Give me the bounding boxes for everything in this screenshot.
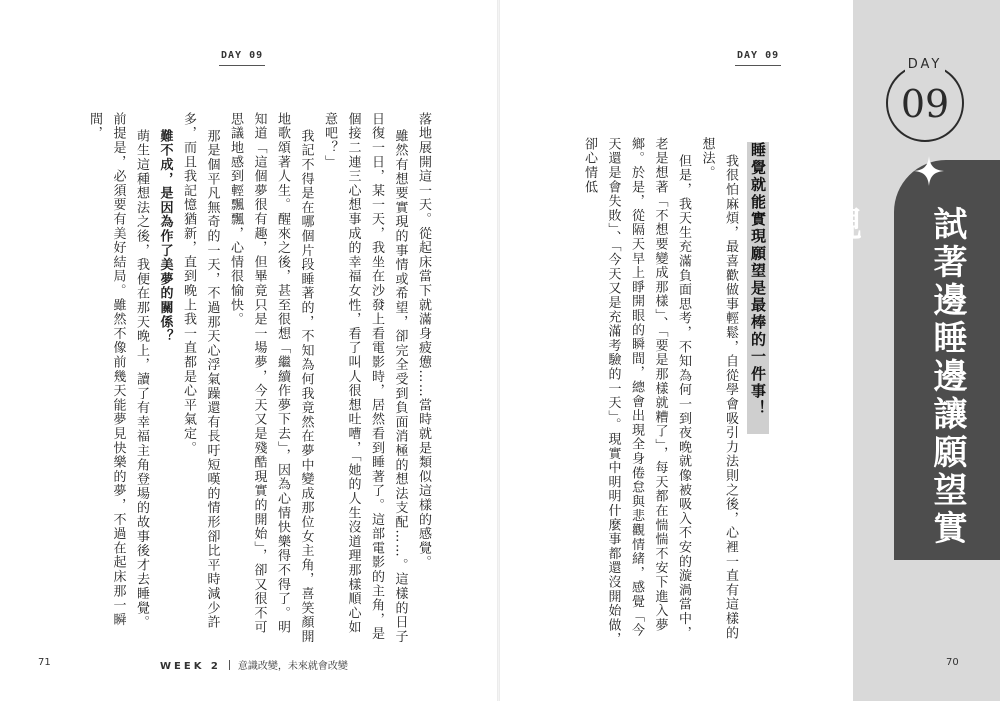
body-paragraph: 雖然有想要實現的事情或希望，卻完全受到負面消極的想法支配……。這樣的日子日復一日，某一天，我坐在沙發上看電影時，居然看到睡著了。這部電影的主角，是個接二連三心想事成的幸福女性，看了叫人很想吐嘈，「她的人生沒道理那樣順心如意吧？」 bbox=[322, 112, 408, 644]
highlight-heading: 睡覺就能實現願望是最棒的一件事！ bbox=[749, 142, 767, 418]
chapter-title-box bbox=[821, 160, 1000, 560]
right-day-header: DAY 09 bbox=[737, 50, 780, 61]
body-paragraph: 那是個平凡無奇的一天，不過那天心浮氣躁還有長吁短嘆的情形卻比平時減少許多，而且我記憶猶新，直到晚上我一直都是心平氣定。 bbox=[181, 112, 220, 630]
body-paragraph: 但是，我天生充滿負面思考，不知為何一到夜晚就像被吸入不安的漩渦當中，老是想著「不想要變成那樣」、「要是那樣就糟了」，每天都在惴惴不安下進入夢鄉。於是，從隔天早上睜開眼的瞬間，總會出現全身倦怠與悲觀情緒，感覺「今天還是會失敗」、「今天又是充滿考驗的一天」。現實中明明什麼事都還沒開始做，卻心情低 bbox=[582, 137, 691, 647]
day-badge-label: DAY bbox=[905, 57, 946, 72]
footer-divider bbox=[229, 660, 230, 670]
right-page-body bbox=[566, 137, 742, 647]
running-footer bbox=[160, 657, 348, 672]
bold-question-line: 難不成，是因為作了美夢的關係？ bbox=[157, 128, 173, 344]
week-label: WEEK 2 bbox=[160, 661, 221, 672]
chapter-title: 試著邊睡邊讓願望實現 bbox=[821, 206, 967, 548]
week-subtitle: 意識改變，未來就會改變 bbox=[237, 661, 348, 672]
right-page-number: 70 bbox=[946, 657, 959, 668]
left-page-number: 71 bbox=[38, 657, 51, 668]
left-day-header: DAY 09 bbox=[221, 50, 264, 61]
left-page-body bbox=[37, 112, 435, 647]
body-paragraph: 我很怕麻煩，最喜歡做事輕鬆，自從學會吸引力法則之後，心裡一直有這樣的想法。 bbox=[699, 137, 738, 641]
body-paragraph: 落地展開這一天。從起床當下就滿身疲憊……當時就是類似這樣的感覺。 bbox=[416, 112, 431, 570]
sparkle-icon bbox=[914, 156, 944, 186]
body-paragraph: 前提是，必須要有美好結局。雖然不像前幾天能夢見快樂的夢，不過在起床那一瞬間， bbox=[87, 112, 126, 627]
body-paragraph: 萌生這種想法之後，我便在那天晚上，讀了有幸福主角登場的故事後才去睡覺。 bbox=[134, 128, 149, 630]
body-paragraph: 我記不得是在哪個片段睡著的，不知為何我竟然在夢中變成那位女主角，喜笑顏開地歌頌著人生。醒來之後，甚至很想「繼續作夢下去」，因為心情快樂得不得了。明知道「這個夢很有趣，但畢竟只是一場夢，今天又是殘酷現實的開始」，卻又很不可思議地感到輕飄飄，心情很愉快。 bbox=[228, 112, 314, 644]
day-badge-number: 09 bbox=[900, 82, 950, 126]
day-badge bbox=[886, 57, 964, 142]
